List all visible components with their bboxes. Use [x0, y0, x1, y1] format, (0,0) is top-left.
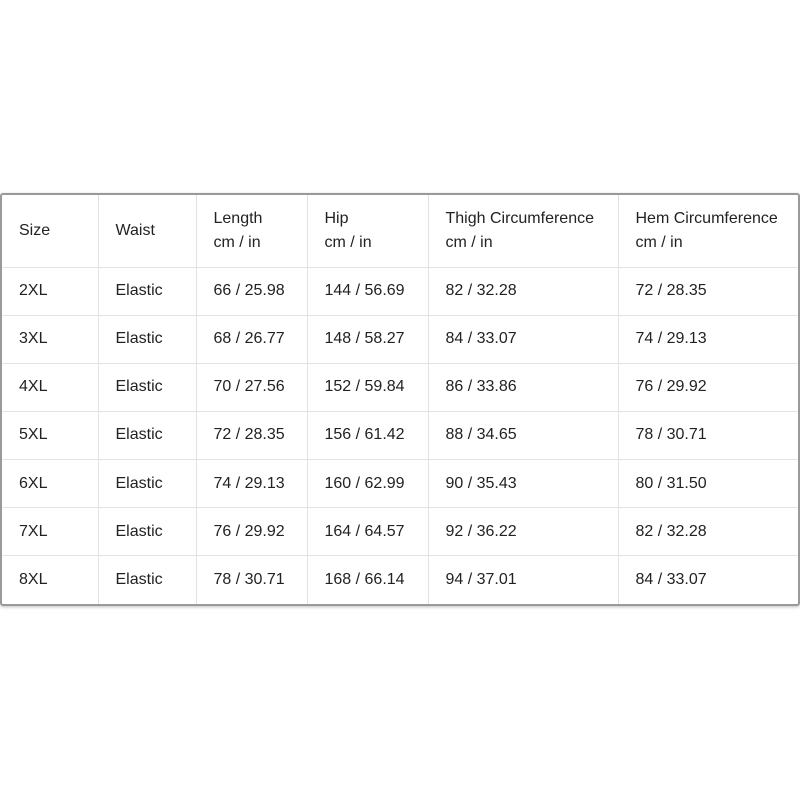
- cell-hip: 168 / 66.14: [307, 556, 428, 604]
- table-row: [2, 267, 800, 315]
- table-body: [2, 267, 800, 604]
- table-row: [2, 315, 800, 363]
- cell-hip: 156 / 61.42: [307, 411, 428, 459]
- cell-thigh: 90 / 35.43: [428, 460, 618, 508]
- cell-size: 5XL: [2, 411, 98, 459]
- header-hem-circumference: [618, 195, 800, 267]
- cell-length: 66 / 25.98: [196, 267, 307, 315]
- cell-waist: Elastic: [98, 315, 196, 363]
- header-title: Length: [213, 209, 263, 227]
- table-row: [2, 411, 800, 459]
- cell-length: 70 / 27.56: [196, 363, 307, 411]
- cell-size: 6XL: [2, 460, 98, 508]
- header-title: Hip: [324, 209, 349, 227]
- header-size: [2, 195, 98, 267]
- header-unit: cm / in: [445, 233, 493, 251]
- cell-hip: 164 / 64.57: [307, 508, 428, 556]
- cell-length: 72 / 28.35: [196, 411, 307, 459]
- table-row: [2, 508, 800, 556]
- cell-hem: 78 / 30.71: [618, 411, 800, 459]
- header-length: [196, 195, 307, 267]
- cell-hem: 82 / 32.28: [618, 508, 800, 556]
- cell-size: 8XL: [2, 556, 98, 604]
- cell-length: 78 / 30.71: [196, 556, 307, 604]
- header-thigh-circumference: [428, 195, 618, 267]
- cell-hem: 76 / 29.92: [618, 363, 800, 411]
- cell-thigh: 82 / 32.28: [428, 267, 618, 315]
- cell-size: 3XL: [2, 315, 98, 363]
- cell-waist: Elastic: [98, 556, 196, 604]
- cell-waist: Elastic: [98, 363, 196, 411]
- table-row: [2, 363, 800, 411]
- cell-size: 7XL: [2, 508, 98, 556]
- cell-size: 2XL: [2, 267, 98, 315]
- cell-thigh: 92 / 36.22: [428, 508, 618, 556]
- header-title: Waist: [115, 221, 155, 239]
- header-unit: cm / in: [213, 233, 261, 251]
- cell-waist: Elastic: [98, 508, 196, 556]
- cell-thigh: 88 / 34.65: [428, 411, 618, 459]
- size-chart-table-frame: [0, 193, 800, 606]
- cell-hem: 80 / 31.50: [618, 460, 800, 508]
- cell-length: 76 / 29.92: [196, 508, 307, 556]
- cell-thigh: 94 / 37.01: [428, 556, 618, 604]
- header-title: Size: [19, 221, 51, 239]
- cell-waist: Elastic: [98, 267, 196, 315]
- cell-waist: Elastic: [98, 411, 196, 459]
- cell-hem: 74 / 29.13: [618, 315, 800, 363]
- table-header: [2, 195, 800, 267]
- cell-thigh: 86 / 33.86: [428, 363, 618, 411]
- cell-length: 68 / 26.77: [196, 315, 307, 363]
- header-waist: [98, 195, 196, 267]
- header-unit: cm / in: [635, 233, 683, 251]
- cell-hip: 144 / 56.69: [307, 267, 428, 315]
- table-row: [2, 556, 800, 604]
- cell-hip: 148 / 58.27: [307, 315, 428, 363]
- cell-hip: 160 / 62.99: [307, 460, 428, 508]
- cell-waist: Elastic: [98, 460, 196, 508]
- size-chart-table: [2, 195, 800, 604]
- cell-size: 4XL: [2, 363, 98, 411]
- cell-hem: 72 / 28.35: [618, 267, 800, 315]
- cell-length: 74 / 29.13: [196, 460, 307, 508]
- cell-hem: 84 / 33.07: [635, 571, 707, 589]
- cell-hip: 152 / 59.84: [307, 363, 428, 411]
- table-row: [2, 460, 800, 508]
- header-hip: [307, 195, 428, 267]
- header-title: Hem Circumference: [635, 209, 778, 227]
- header-row: [2, 195, 800, 267]
- cell-thigh: 84 / 33.07: [428, 315, 618, 363]
- header-title: Thigh Circumference: [445, 209, 594, 227]
- header-unit: cm / in: [324, 233, 372, 251]
